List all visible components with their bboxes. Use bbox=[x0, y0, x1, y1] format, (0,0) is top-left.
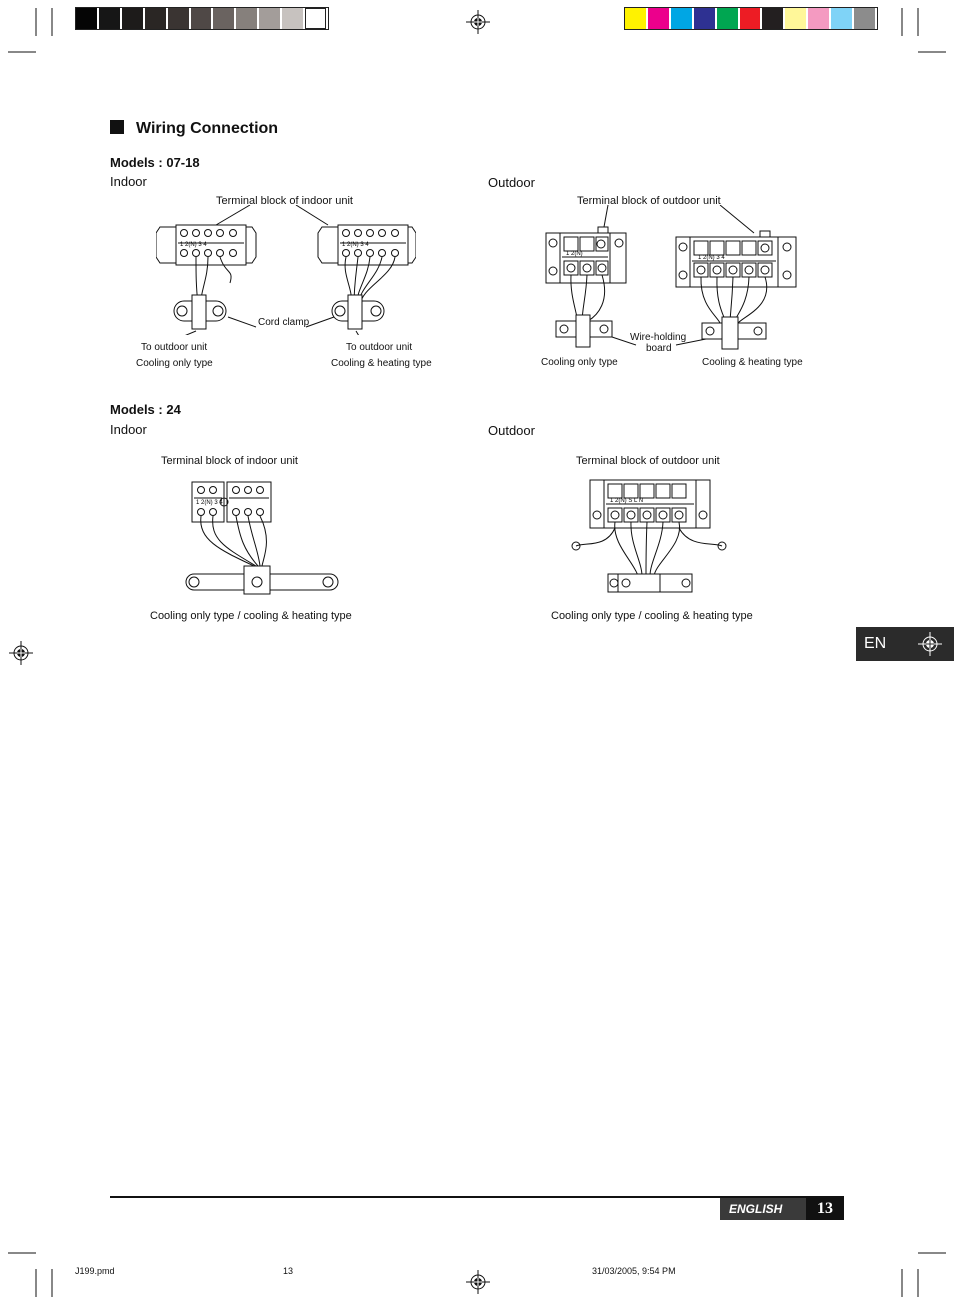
footer-language-badge: ENGLISH bbox=[720, 1198, 806, 1220]
models-b-heading: Models : 24 bbox=[110, 402, 181, 417]
models-a-heading: Models : 07-18 bbox=[110, 155, 200, 170]
models-a-outdoor-left-type: Cooling only type bbox=[541, 357, 618, 368]
grayscale-swatch bbox=[213, 8, 234, 29]
models-a-indoor-right-to: To outdoor unit bbox=[346, 342, 413, 353]
process-color-swatch bbox=[625, 8, 646, 29]
grayscale-swatch bbox=[99, 8, 120, 29]
models-b-indoor-diagram bbox=[180, 478, 345, 598]
slug-file: J199.pmd bbox=[75, 1266, 115, 1276]
process-color-swatch bbox=[831, 8, 852, 29]
models-a-indoor-left-terms: 1 2(N) 3 4 bbox=[180, 242, 207, 248]
cord-clamp-label: Cord clamp bbox=[258, 317, 310, 328]
models-b-indoor-terms: 1 2(N) 3 4 bbox=[196, 500, 223, 506]
grayscale-swatch bbox=[236, 8, 257, 29]
process-color-swatch bbox=[717, 8, 738, 29]
grayscale-swatch bbox=[76, 8, 97, 29]
models-a-indoor-terminal-label: Terminal block of indoor unit bbox=[216, 195, 353, 207]
models-a-outdoor-label: Outdoor bbox=[488, 175, 535, 190]
process-color-swatch bbox=[740, 8, 761, 29]
grayscale-swatch bbox=[259, 8, 280, 29]
models-b-indoor-caption: Cooling only type / cooling & heating type bbox=[150, 610, 352, 622]
wire-holding-label: Wire-holding bbox=[630, 332, 687, 343]
process-color-swatch bbox=[648, 8, 669, 29]
models-a-indoor-right-terms: 1 2(N) 3 4 bbox=[342, 242, 369, 248]
models-a-indoor-left-type: Cooling only type bbox=[136, 358, 213, 369]
language-tab bbox=[856, 627, 954, 661]
models-b-outdoor-diagram bbox=[566, 478, 736, 598]
grayscale-swatch bbox=[168, 8, 189, 29]
grayscale-swatch bbox=[122, 8, 143, 29]
wire-holding-label-2: board bbox=[646, 343, 672, 354]
models-a-indoor-right-type: Cooling & heating type bbox=[331, 358, 432, 369]
grayscale-swatch bbox=[145, 8, 166, 29]
section-bullet-icon bbox=[110, 120, 124, 134]
models-a-indoor-label: Indoor bbox=[110, 174, 147, 189]
grayscale-swatch bbox=[305, 8, 326, 29]
slug-page: 13 bbox=[283, 1266, 294, 1276]
models-a-indoor-diagram bbox=[156, 205, 416, 335]
models-b-indoor-terminal-label: Terminal block of indoor unit bbox=[161, 455, 298, 467]
page-number: 13 bbox=[806, 1198, 844, 1220]
process-color-swatch bbox=[671, 8, 692, 29]
language-tab-label: EN bbox=[864, 635, 887, 652]
registration-mark-top-icon bbox=[466, 10, 490, 34]
slug-timestamp: 31/03/2005, 9:54 PM bbox=[592, 1266, 676, 1276]
process-color-swatch bbox=[694, 8, 715, 29]
models-b-outdoor-terms: 1 2(N) S L N bbox=[610, 498, 644, 504]
section-title: Wiring Connection bbox=[136, 120, 279, 137]
models-a-outdoor-right-terms: 1 2(N) 3 4 bbox=[698, 255, 725, 261]
process-color-swatch bbox=[785, 8, 806, 29]
registration-mark-bottom-icon bbox=[466, 1270, 490, 1294]
process-color-swatch bbox=[762, 8, 783, 29]
grayscale-swatch bbox=[282, 8, 303, 29]
models-a-outdoor-right-type: Cooling & heating type bbox=[702, 357, 803, 368]
models-b-outdoor-terminal-label: Terminal block of outdoor unit bbox=[576, 455, 720, 467]
process-color-swatch bbox=[808, 8, 829, 29]
registration-mark-right-icon bbox=[918, 632, 942, 656]
registration-mark-left-icon bbox=[9, 641, 33, 665]
models-b-outdoor-caption: Cooling only type / cooling & heating type bbox=[551, 610, 753, 622]
models-b-indoor-label: Indoor bbox=[110, 422, 147, 437]
models-a-indoor-left-to: To outdoor unit bbox=[141, 342, 208, 353]
grayscale-swatch bbox=[191, 8, 212, 29]
models-b-outdoor-label: Outdoor bbox=[488, 423, 535, 438]
models-a-outdoor-terminal-label: Terminal block of outdoor unit bbox=[577, 195, 721, 207]
models-a-outdoor-left-terms: 1 2(N) bbox=[566, 251, 583, 257]
process-color-swatch bbox=[854, 8, 875, 29]
